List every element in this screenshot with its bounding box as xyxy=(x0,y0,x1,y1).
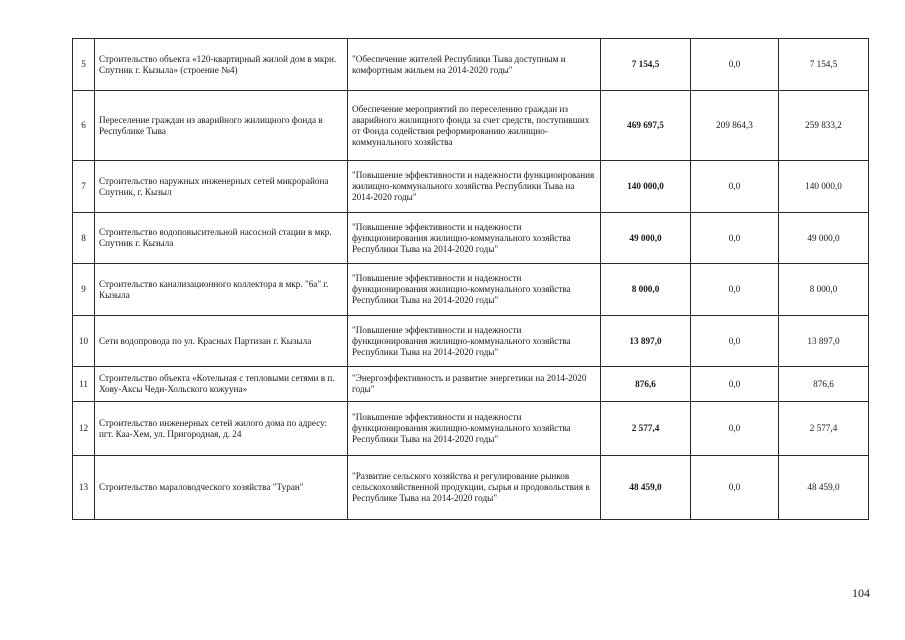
row-number: 6 xyxy=(73,91,95,161)
investment-table xyxy=(72,38,869,520)
page-number: 104 xyxy=(852,586,870,600)
table-row xyxy=(73,367,869,402)
object-name: Строительство наружных инженерных сетей микрорайона Спутник, г. Кызыл xyxy=(95,161,348,213)
federal-amount: 0,0 xyxy=(691,264,779,316)
total-amount: 8 000,0 xyxy=(601,264,691,316)
table-row xyxy=(73,213,869,264)
program-name: "Повышение эффективности и надежности функционирования жилищно-коммунального хозяйства Республики Тыва на 2014-2020 годы" xyxy=(348,264,601,316)
program-name: "Энергоэффективность и развитие энергетики на 2014-2020 годы" xyxy=(348,367,601,402)
republic-amount: 140 000,0 xyxy=(779,161,869,213)
row-number: 8 xyxy=(73,213,95,264)
republic-amount: 13 897,0 xyxy=(779,316,869,367)
total-amount: 2 577,4 xyxy=(601,402,691,456)
program-name: "Развитие сельского хозяйства и регулирование рынков сельскохозяйственной продукции, сырья и продовольствия в Республике Тыва на 2014-2020 годы" xyxy=(348,456,601,520)
federal-amount: 0,0 xyxy=(691,456,779,520)
row-number: 7 xyxy=(73,161,95,213)
total-amount: 140 000,0 xyxy=(601,161,691,213)
row-number: 10 xyxy=(73,316,95,367)
object-name: Строительство инженерных сетей жилого дома по адресу: пгт. Каа-Хем, ул. Пригородная, д. 24 xyxy=(95,402,348,456)
program-name: "Повышение эффективности и надежности функционирования жилищно-коммунального хозяйства Республики Тыва на 2014-2020 годы" xyxy=(348,213,601,264)
object-name: Строительство объекта «Котельная с тепловыми сетями в п. Хову-Аксы Чеди-Хольского кожууна» xyxy=(95,367,348,402)
total-amount: 13 897,0 xyxy=(601,316,691,367)
object-name: Строительство мараловодческого хозяйства "Туран" xyxy=(95,456,348,520)
row-number: 5 xyxy=(73,39,95,91)
table-row xyxy=(73,316,869,367)
row-number: 9 xyxy=(73,264,95,316)
row-number: 13 xyxy=(73,456,95,520)
table-row xyxy=(73,264,869,316)
republic-amount: 7 154,5 xyxy=(779,39,869,91)
republic-amount: 259 833,2 xyxy=(779,91,869,161)
object-name: Строительство объекта «120-квартирный жилой дом в мкрн. Спутник г. Кызыла» (строение №4) xyxy=(95,39,348,91)
total-amount: 7 154,5 xyxy=(601,39,691,91)
object-name: Строительство канализационного коллектора в мкр. "6а" г. Кызыла xyxy=(95,264,348,316)
program-name: Обеспечение мероприятий по переселению граждан из аварийного жилищного фонда за счет средств, поступивших от Фонда содействия реформированию жилищно-коммунального хозяйства xyxy=(348,91,601,161)
federal-amount: 0,0 xyxy=(691,367,779,402)
program-name: "Обеспечение жителей Республики Тыва доступным и комфортным жильем на 2014-2020 годы" xyxy=(348,39,601,91)
total-amount: 876,6 xyxy=(601,367,691,402)
table-row xyxy=(73,39,869,91)
republic-amount: 2 577,4 xyxy=(779,402,869,456)
republic-amount: 48 459,0 xyxy=(779,456,869,520)
federal-amount: 0,0 xyxy=(691,39,779,91)
federal-amount: 0,0 xyxy=(691,161,779,213)
republic-amount: 876,6 xyxy=(779,367,869,402)
federal-amount: 0,0 xyxy=(691,213,779,264)
federal-amount: 209 864,3 xyxy=(691,91,779,161)
federal-amount: 0,0 xyxy=(691,316,779,367)
total-amount: 469 697,5 xyxy=(601,91,691,161)
object-name: Сети водопровода по ул. Красных Партизан г. Кызыла xyxy=(95,316,348,367)
program-name: "Повышение эффективности и надежности функционирования жилищно-коммунального хозяйства Республики Тыва на 2014-2020 годы" xyxy=(348,402,601,456)
object-name: Строительство водоповысительной насосной стации в мкр. Спутник г. Кызыла xyxy=(95,213,348,264)
table-row xyxy=(73,402,869,456)
program-name: "Повышение эффективности и надежности функциоирования жилищно-коммунального хозяйства Республики Тыва на 2014-2020 годы" xyxy=(348,161,601,213)
row-number: 12 xyxy=(73,402,95,456)
object-name: Переселение граждан из аварийного жилищного фонда в Республике Тыва xyxy=(95,91,348,161)
program-name: "Повышение эффективности и надежности функционирования жилищно-коммунального хозяйства Республики Тыва на 2014-2020 годы" xyxy=(348,316,601,367)
republic-amount: 49 000,0 xyxy=(779,213,869,264)
table-row xyxy=(73,91,869,161)
federal-amount: 0,0 xyxy=(691,402,779,456)
row-number: 11 xyxy=(73,367,95,402)
table-row xyxy=(73,161,869,213)
total-amount: 49 000,0 xyxy=(601,213,691,264)
table-row xyxy=(73,456,869,520)
total-amount: 48 459,0 xyxy=(601,456,691,520)
republic-amount: 8 000,0 xyxy=(779,264,869,316)
